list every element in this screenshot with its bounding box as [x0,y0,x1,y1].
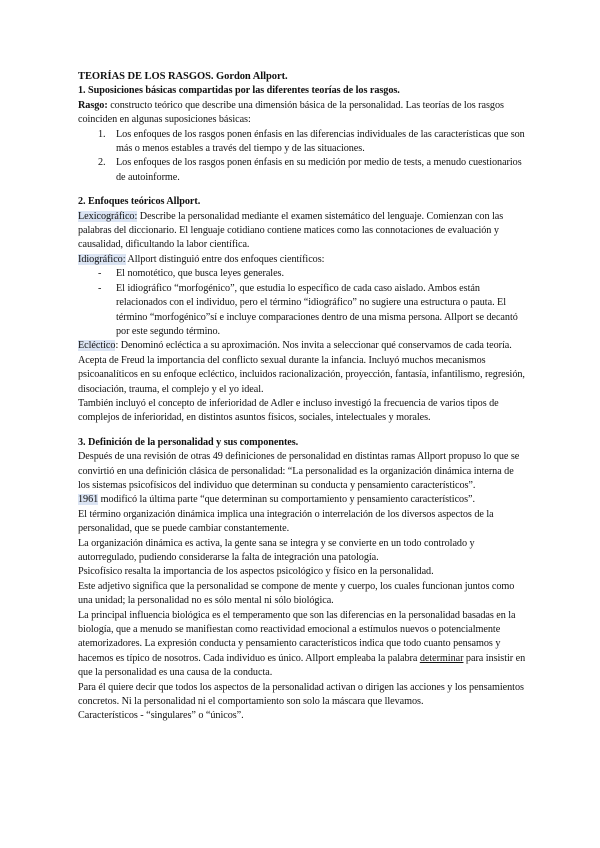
definition-paragraph: Después de una revisión de otras 49 definiciones de personalidad en distintas ramas Allport propuso lo que se convirtió en una definición clásica de personalidad: “La personalidad es la organización dinámica interna de los sistemas psicofísicos del individuo que determinan su conducta y pensamiento característicos”. [78,451,520,491]
adler-paragraph: También incluyó el concepto de inferioridad de Adler e incluso investigó la frecuencia de varios tipos de complejos de inferioridad, en distintos asuntos físicos, sociales, intelectuales y morales. [78,397,499,424]
psychophysical-paragraph: Psicofísico resalta la importancia de los aspectos psicológico y físico en la personalidad. [78,566,434,578]
rasgo-text: constructo teórico que describe una dimensión básica de la personalidad. Las teorías de los rasgos coinciden en algunas suposiciones básicas: [78,99,504,126]
spacer [78,426,526,436]
characteristics-paragraph: Característicos - “singulares” o “únicos”. [78,710,244,722]
list-text: Los enfoques de los rasgos ponen énfasis en su medición por medio de tests, a menudo cuestionarios de autoinforme. [116,157,522,183]
approaches-list [78,267,526,339]
lexicographic-paragraph [78,210,526,253]
list-text: El nomotético, que busca leyes generales. [116,268,284,280]
section-2-heading: 2. Enfoques teóricos Allport. [78,196,201,208]
dynamic-organization-paragraph: El término organización dinámica implica una integración o interrelación de los diversos aspectos de la personalidad, que se puede cambiar constantemente. [78,508,494,535]
list-number: 1. [98,128,106,140]
temperament-text-end: para insistir en que la personalidad es una causa de la conducta. [78,652,526,679]
lexicographic-term: Lexicográfico: [78,210,138,222]
temperament-text: La principal influencia biológica es el temperamento que son las diferencias en la personalidad basadas en la biología, que a menudo se manifiestan como reactividad emocional a estímulos nuevos o potencialmente atemorizadores. La expresión conducta y pensamiento característicos indica que todo cuanto pensamos y hacemos es típico de nosotros. Cada individuo es único. Allport empleaba la palabra [78,609,516,664]
rasgo-term: Rasgo: [78,99,108,111]
document-title: TEORÍAS DE LOS RASGOS. Gordon Allport. [78,71,288,82]
document-page [78,70,526,724]
year-highlight: 1961 [78,494,99,506]
actions-paragraph: Para él quiere decir que todos los aspectos de la personalidad activan o dirigen las acciones y los pensamientos concretos. Ni la personalidad ni el comportamiento son solo la máscara que llevamos. [78,681,524,708]
modification-text: modificó la última parte “que determinan su comportamiento y pensamiento característicos”. [98,494,475,506]
assumptions-list [78,128,526,186]
list-text: El idiográfico “morfogénico”, que estudia lo específico de cada caso aislado. Ambos están relacionados con el individuo, pero el término “idiográfico” no sugiere una estructura o pauta. El término “morfogénico”sí e incluye comparaciones dentro de una misma persona. Allport se decantó por este segundo término. [116,282,518,337]
lexicographic-text: Describe la personalidad mediante el examen sistemático del lenguaje. Comienzan con las palabras del diccionario. El lenguaje cotidiano contiene matices como las connotaciones de evaluación y causalidad, dificultando la labor científica. [78,210,504,251]
determinar-word: determinar [419,652,464,664]
eclectic-term: Ecléctico [78,340,116,352]
list-number: 2. [98,157,106,169]
section-3-heading: 3. Definición de la personalidad y sus componentes. [78,436,299,448]
modification-paragraph [78,493,526,507]
rasgo-definition [78,99,526,128]
temperament-paragraph [78,609,526,681]
dash-bullet: - [98,282,102,294]
dash-bullet: - [98,268,102,280]
freud-paragraph: Acepta de Freud la importancia del conflicto sexual durante la infancia. Incluyó muchos mecanismos psicoanalíticos en su enfoque ecléctico, incluidos racionalización, proyección, fantasía, infantilismo, regresión, disociación, trauma, el complejo y el yo ideal. [78,354,525,395]
active-organization-paragraph: La organización dinámica es activa, la gente sana se integra y se convierte en un todo controlado y autorregulado, pudiendo considerarse la falta de integración una patología. [78,537,475,563]
section-1-heading: 1. Suposiciones básicas compartidas por las diferentes teorías de los rasgos. [78,85,400,97]
idiographic-text: Allport distinguió entre dos enfoques científicos: [125,253,325,265]
list-item [78,282,526,340]
list-item [78,156,526,185]
idiographic-paragraph [78,253,526,267]
eclectic-paragraph [78,339,526,353]
eclectic-text: : Denominó ecléctica a su aproximación. Nos invita a seleccionar qué conservamos de cada teoría. [115,340,512,352]
idiographic-term: Idiográfico: [78,253,126,265]
mind-body-paragraph: Este adjetivo significa que la personalidad se compone de mente y cuerpo, los cuales funcionan juntos como una unidad; la personalidad no es sólo mental ni sólo biológica. [78,580,515,607]
list-text: Los enfoques de los rasgos ponen énfasis en las diferencias individuales de las características que son más o menos estables a través del tiempo y de las situaciones. [116,128,525,155]
spacer [78,185,526,195]
list-item [78,267,526,281]
list-item [78,128,526,157]
